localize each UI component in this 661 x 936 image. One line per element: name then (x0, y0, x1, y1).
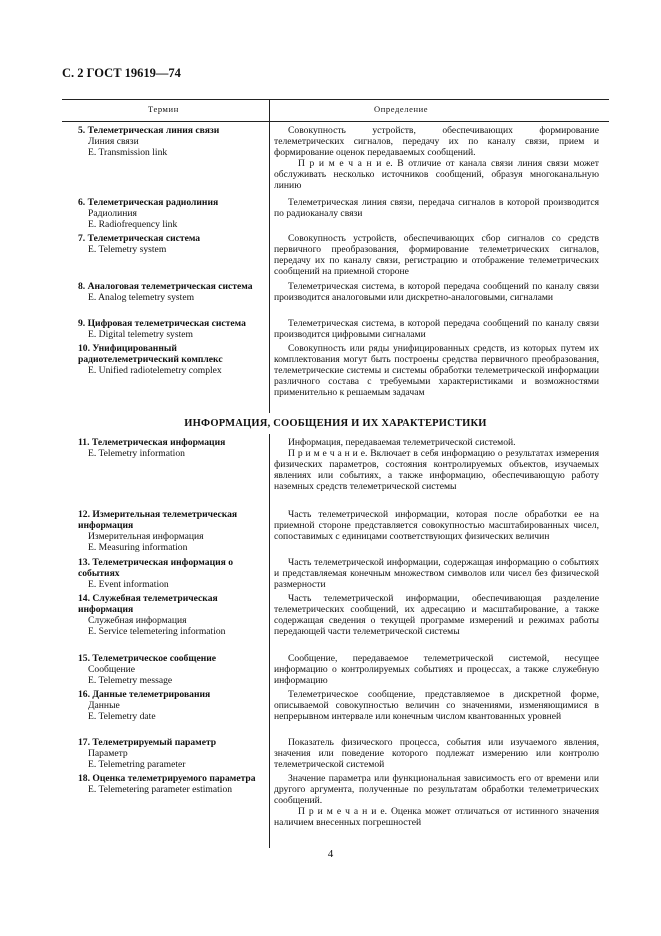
term-entry-7 (78, 233, 273, 255)
term-english: E. Telemetry system (88, 244, 167, 256)
definition-column-header: Определение (374, 104, 429, 114)
definition-text: Телеметрическая система, в которой передача сообщений по каналу связи производится аналоговыми или дискретно-аналоговыми, сигналами (274, 281, 599, 304)
definition-entry-13 (274, 557, 599, 590)
definition-text: Телеметрическая линия связи, передача сигналов в которой производится по радиоканалу связи (274, 197, 599, 220)
definition-entry-11 (274, 437, 599, 492)
term-title: 10. Унифицированный радиотелеметрический комплекс (78, 343, 223, 366)
term-title: 11. Телеметрическая информация (78, 437, 226, 448)
term-synonym: Данные (88, 700, 120, 712)
term-synonym: Линия связи (88, 136, 139, 148)
term-english: E. Telemetry information (88, 448, 185, 460)
definition-note: П р и м е ч а н и е. Включает в себя информацию о результатах измерения физических параметров, состояния контролируемых объектов, изучаемых явлениях или событиях, а также информацию, обеспечивающую работу наземных средств телеметрической системы (274, 448, 599, 493)
term-english: E. Transmission link (88, 147, 168, 159)
term-entry-17 (78, 737, 273, 770)
term-title: 16. Данные телеметрирования (78, 689, 211, 700)
term-title: 8. Аналоговая телеметрическая система (78, 281, 253, 292)
table-header (62, 99, 609, 122)
definition-text: Часть телеметрической информации, содержащая информацию о событиях и представляемая конечным множеством символов или чисел без физической размерности (274, 557, 599, 591)
term-entry-14 (78, 593, 273, 637)
term-entry-5 (78, 125, 273, 158)
term-english: E. Unified radiotelemetry complex (88, 365, 222, 377)
definition-entry-12 (274, 509, 599, 542)
term-title: 17. Телеметрируемый параметр (78, 737, 217, 748)
definition-entry-9 (274, 318, 599, 340)
definition-entry-14 (274, 593, 599, 637)
term-entry-18 (78, 773, 273, 795)
header-divider (269, 100, 270, 121)
definition-entry-16 (274, 689, 599, 722)
term-english: E. Analog telemetry system (88, 292, 195, 304)
term-title: 14. Служебная телеметрическая информация (78, 593, 218, 616)
definition-text: Совокупность устройств, обеспечивающих сбор сигналов со средств первичного преобразования, формирование телеметрических сигналов, передачу их по каналу связи, регистрацию и отображение телеметрических сообщений на приемной стороне (274, 233, 599, 278)
definition-entry-15 (274, 653, 599, 686)
term-english: E. Telemetring parameter (88, 759, 186, 771)
term-synonym: Сообщение (88, 664, 136, 676)
definition-text: Сообщение, передаваемое телеметрической системой, несущее информацию о контролируемых событиях и процессах, а также служебную информацию (274, 653, 599, 687)
definition-entry-18 (274, 773, 599, 828)
term-title: 15. Телеметрическое сообщение (78, 653, 217, 664)
definition-text: Информация, передаваемая телеметрической системой. (288, 437, 516, 448)
definition-text: Часть телеметрической информации, которая после обработки ее на приемной стороне представляется совокупностью масштабированных чисел, сопоставимых с единицами соответствующих физических величин (274, 509, 599, 543)
page-header: С. 2 ГОСТ 19619—74 (62, 66, 181, 80)
term-english: E. Radiofrequency link (88, 219, 178, 231)
definition-entry-8 (274, 281, 599, 303)
term-english: E. Digital telemetry system (88, 329, 193, 341)
term-title: 18. Оценка телеметрируемого параметра (78, 773, 256, 784)
definition-text: Телеметрическая система, в которой передача сообщений по каналу связи производится цифровыми сигналами (274, 318, 599, 341)
term-entry-6 (78, 197, 273, 230)
term-synonym: Измерительная информация (88, 531, 204, 543)
term-entry-16 (78, 689, 273, 722)
section-title: ИНФОРМАЦИЯ, СООБЩЕНИЯ И ИХ ХАРАКТЕРИСТИКИ (184, 418, 487, 429)
term-entry-8 (78, 281, 273, 303)
term-title: 12. Измерительная телеметрическая информация (78, 509, 238, 532)
term-title: 13. Телеметрическая информация о событиях (78, 557, 234, 580)
term-english: E. Telemetry message (88, 675, 173, 687)
term-english: E. Telemetry date (88, 711, 156, 723)
term-title: 5. Телеметрическая линия связи (78, 125, 220, 136)
term-synonym: Служебная информация (88, 615, 187, 627)
definition-entry-10 (274, 343, 599, 398)
definition-note: П р и м е ч а н и е. Оценка может отличаться от истинного значения наличием внесенных погрешностей (274, 806, 599, 829)
definition-entry-5 (274, 125, 599, 192)
definition-note: П р и м е ч а н и е. В отличие от канала связи линия связи может обслуживать несколько источников сообщений, образуя многоканальную линию (274, 158, 599, 192)
definition-text: Телеметрическое сообщение, представляемое в дискретной форме, описываемой совокупностью величин со значениями, изменяющимися в непрерывном интервале или конечным числом квантованных уровней (274, 689, 599, 723)
term-entry-15 (78, 653, 273, 686)
definition-text: Совокупность устройств, обеспечивающих формирование телеметрических сигналов, передачу их по каналу связи, прием и формирование оценок передаваемых сообщений. (274, 125, 599, 159)
definition-entry-6 (274, 197, 599, 219)
term-title: 7. Телеметрическая система (78, 233, 201, 244)
term-synonym: Радиолиния (88, 208, 137, 220)
term-entry-9 (78, 318, 273, 340)
definition-text: Показатель физического процесса, события или изучаемого явления, значения или поведение которого подлежат измерению или контролю телеметрической системой (274, 737, 599, 771)
definition-text: Совокупность или ряды унифицированных средств, из которых путем их комплектования могут быть построены средства первичного преобразования, телеметрические системы и системы обработки телеметрической информации различного состава с требуемыми характеристиками и возможностями применительно к решаемым задачам (274, 343, 599, 399)
term-title: 6. Телеметрическая радиолиния (78, 197, 219, 208)
page-number: 4 (327, 848, 334, 860)
term-title: 9. Цифровая телеметрическая система (78, 318, 246, 329)
term-entry-12 (78, 509, 273, 553)
term-english: E. Measuring information (88, 542, 188, 554)
definition-entry-7 (274, 233, 599, 277)
term-entry-11 (78, 437, 273, 459)
term-entry-10 (78, 343, 273, 376)
term-english: E. Service telemetering information (88, 626, 226, 638)
definition-text: Часть телеметрической информации, обеспечивающая разделение телеметрических сообщений, их адресацию и масштабирование, а также содержащая сведения о текущей программе измерений и режимах работы передающей части телеметрической системы (274, 593, 599, 638)
term-synonym: Параметр (88, 748, 128, 760)
definition-text: Значение параметра или функциональная зависимость его от времени или другого аргумента, полученные по результатам обработки телеметрических сообщений. (274, 773, 599, 807)
definition-entry-17 (274, 737, 599, 770)
term-english: E. Telemetering parameter estimation (88, 784, 233, 796)
term-entry-13 (78, 557, 273, 590)
term-english: E. Event information (88, 579, 169, 591)
term-column-header: Термин (148, 104, 179, 114)
